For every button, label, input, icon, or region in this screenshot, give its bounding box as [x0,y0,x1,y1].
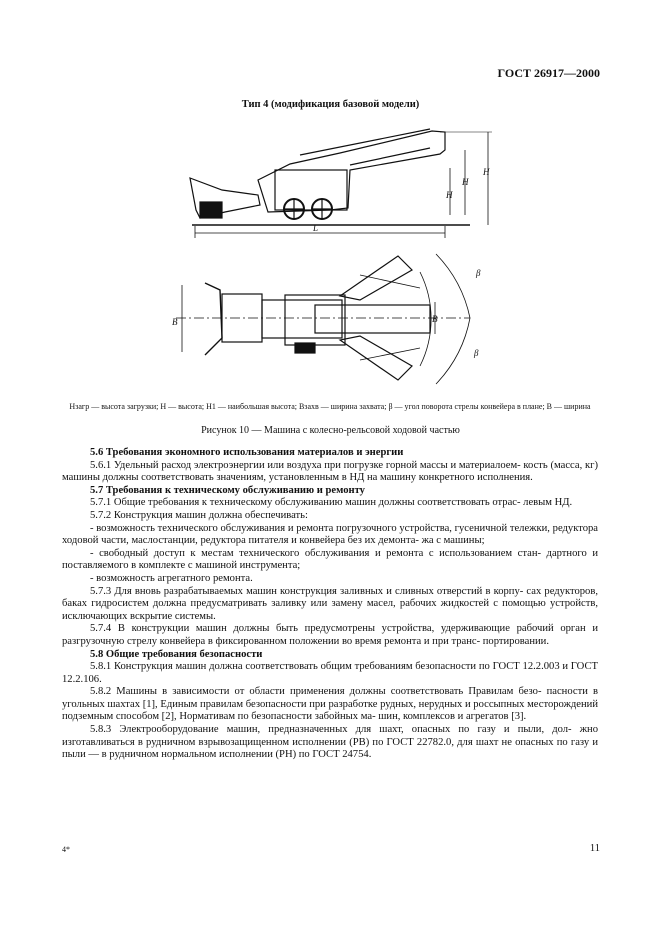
dim-B: B [432,314,438,324]
dim-B-zakhv: B [172,317,178,327]
dim-L: L [313,223,319,233]
angle-beta-2: β [474,348,479,358]
paragraph: - возможность агрегатного ремонта. [90,572,253,584]
paragraph: - возможность технического обслуживания и ремонта погрузочного устройства, гусеничной тележки, редуктора ходовой части, маслостанции, редуктора питателя и конвейера без их демонта- жа с машины; [62,522,598,547]
section-heading: 5.6 Требования экономного использования материалов и энергии [90,447,404,458]
angle-beta-1: β [476,268,481,278]
paragraph: 5.7.3 Для вновь разрабатываемых машин конструкция заливных и сливных отверстий в корпу- сах редукторов, баках гидросистем должна предусматривать заливку или замену масел, рабочих жидкостей с помощью устройств, исключающих вскрытие системы. [62,585,598,622]
machine-drawing [0,0,661,400]
page-number: 11 [589,843,600,854]
paragraph: 5.7.2 Конструкция машин должна обеспечивать: [90,509,308,521]
footer-signature: 4* [62,845,70,854]
figure-title: Тип 4 (модификация базовой модели) [241,99,420,110]
document-body [62,447,598,762]
paragraph: 5.8.3 Электрооборудование машин, предназначенных для шахт, опасных по газу и пыли, дол- жно изготавливаться в рудничном взрывозащищенном исполнении (РВ) по ГОСТ 22782.0, для шахт не опасных по газу и пыли — в рудничном нормальном исполнении (РН) по ГОСТ 24754. [62,724,598,761]
paragraph: 5.6.1 Удельный расход электроэнергии или воздуха при погрузке горной массы и материалоем- кость (масса, кг) машины должны соответствовать значениям, установленным в НД на машину конкретного исполнения. [62,459,598,484]
paragraph: 5.8.1 Конструкция машин должна соответствовать общим требованиям безопасности по ГОСТ 12.2.003 и ГОСТ 12.2.106. [62,661,598,685]
figure-legend: Hзагр — высота загрузки; H — высота; H1 — наибольшая высота; Bзахв — ширина захвата; β — угол поворота стрелы конвейера в плане; B — ширина [69,402,591,411]
paragraph: 5.8.2 Машины в зависимости от области применения должны соответствовать Правилам безо- пасности в угольных шахтах [1], Единым правилам безопасности при разработке рудных, нерудных и россыпных месторождений подземным способом [2], Нормативам по безопасности забойных ма- шин, комплексов и агрегатов [3]. [62,686,598,723]
paragraph: 5.7.1 Общие требования к техническому обслуживанию машин должны соответствовать отрас- левым НД. [90,497,573,509]
paragraph: 5.7.4 В конструкции машин должны быть предусмотрены устройства, удерживающие рабочий орган и разгрузочную стрелу конвейера в фиксированном положении во время ремонта и при транс- портировании. [62,623,598,647]
dim-H-zagr: H [446,190,453,200]
dim-H: H [462,177,469,187]
dim-H1: H [483,167,490,177]
document-header: ГОСТ 26917—2000 [497,66,600,80]
section-heading: 5.8 Общие требования безопасности [90,648,263,660]
section-heading: 5.7 Требования к техническому обслуживанию и ремонту [90,484,365,496]
paragraph: - свободный доступ к местам технического обслуживания и ремонта с использованием стан- дартного и поставляемого в комплекте с машиной инструмента; [62,547,598,572]
figure-caption: Рисунок 10 — Машина с колесно-рельсовой ходовой частью [201,425,460,436]
